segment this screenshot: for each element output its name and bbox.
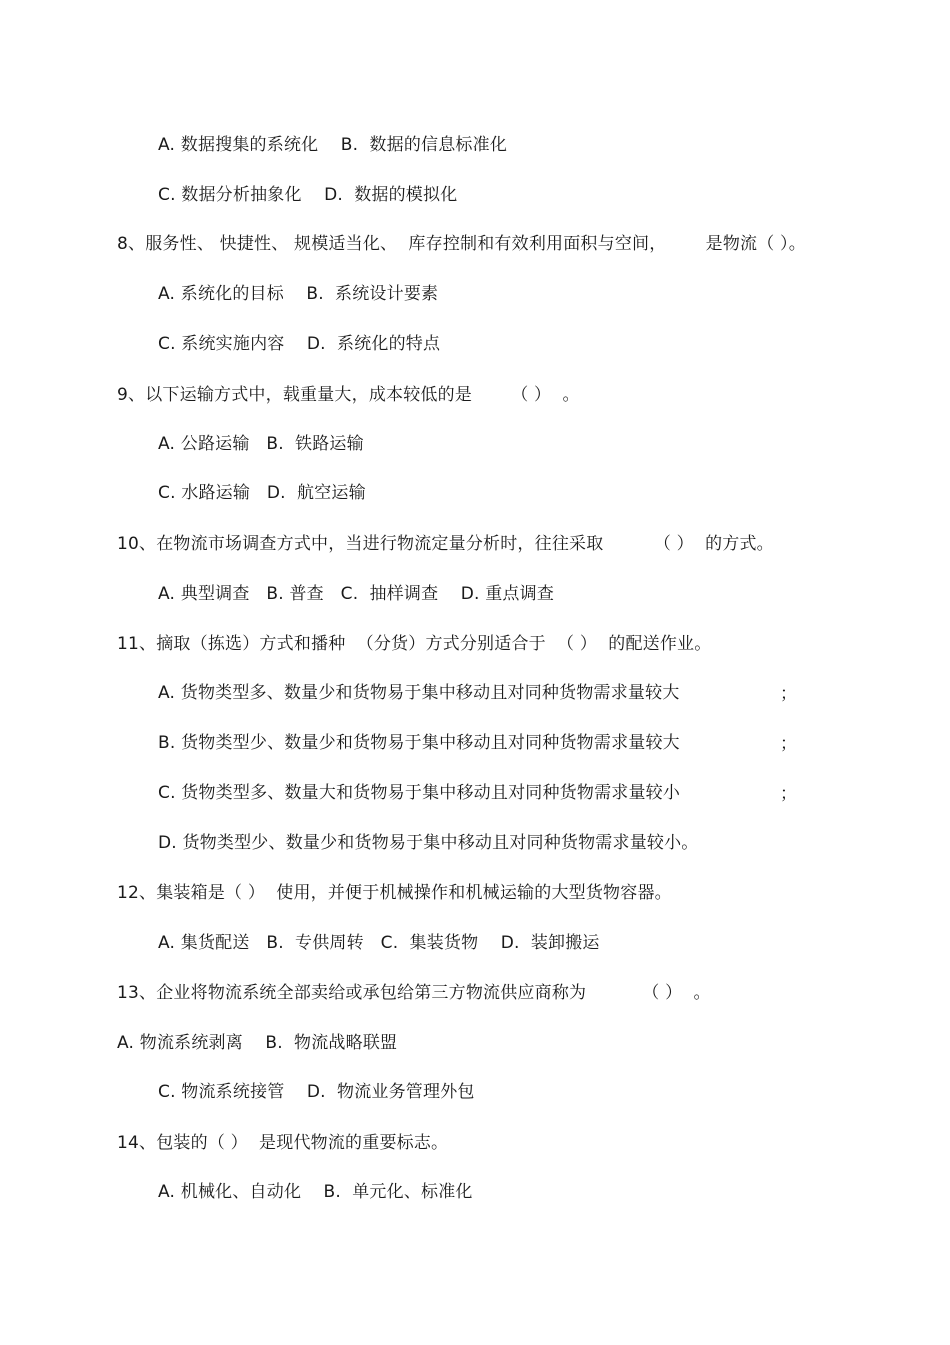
q7-options-ab: A. 数据搜集的系统化 B. 数据的信息标准化: [158, 135, 508, 155]
q8-options-cd: C. 系统实施内容 D. 系统化的特点: [158, 334, 441, 354]
q13-options-ab: A. 物流系统剥离 B. 物流战略联盟: [117, 1033, 398, 1053]
q10-question: 10、在物流市场调查方式中，当进行物流定量分析时，往往采取 （ ） 的方式。: [117, 534, 774, 554]
q9-options-cd: C. 水路运输 D. 航空运输: [158, 483, 366, 503]
q8-question: 8、服务性、 快捷性、 规模适当化、 库存控制和有效利用面积与空间， 是物流（ ）。: [117, 234, 806, 254]
q12-options: A. 集货配送 B. 专供周转 C. 集装货物 D. 装卸搬运: [158, 933, 600, 953]
q8-options-ab: A. 系统化的目标 B. 系统设计要素: [158, 284, 439, 304]
q7-options-cd: C. 数据分析抽象化 D. 数据的模拟化: [158, 185, 458, 205]
q13-options-cd: C. 物流系统接管 D. 物流业务管理外包: [158, 1082, 475, 1102]
q11-option-c: C. 货物类型多、数量大和货物易于集中移动且对同种货物需求量较小: [158, 783, 681, 803]
q10-options: A. 典型调查 B. 普查 C. 抽样调查 D. 重点调查: [158, 584, 555, 604]
q14-question: 14、包装的（ ） 是现代物流的重要标志。: [117, 1133, 449, 1153]
q11-option-a-semicolon: ；: [780, 684, 797, 704]
q14-options-ab: A. 机械化、自动化 B. 单元化、标准化: [158, 1182, 473, 1202]
q11-option-b: B. 货物类型少、数量少和货物易于集中移动且对同种货物需求量较大: [158, 733, 680, 753]
q13-question: 13、企业将物流系统全部卖给或承包给第三方物流供应商称为 （ ） 。: [117, 983, 711, 1003]
q11-option-b-semicolon: ；: [780, 734, 797, 754]
q12-question: 12、集装箱是（ ） 使用，并便于机械操作和机械运输的大型货物容器。: [117, 883, 672, 903]
q9-options-ab: A. 公路运输 B. 铁路运输: [158, 434, 364, 454]
q11-option-c-semicolon: ；: [780, 784, 797, 804]
q11-option-a: A. 货物类型多、数量少和货物易于集中移动且对同种货物需求量较大: [158, 683, 680, 703]
q11-option-d: D. 货物类型少、数量少和货物易于集中移动且对同种货物需求量较小。: [158, 833, 699, 853]
q11-question: 11、摘取（拣选）方式和播种 （分货）方式分别适合于 （ ） 的配送作业。: [117, 634, 712, 654]
q9-question: 9、以下运输方式中，载重量大，成本较低的是 （ ） 。: [117, 385, 580, 405]
